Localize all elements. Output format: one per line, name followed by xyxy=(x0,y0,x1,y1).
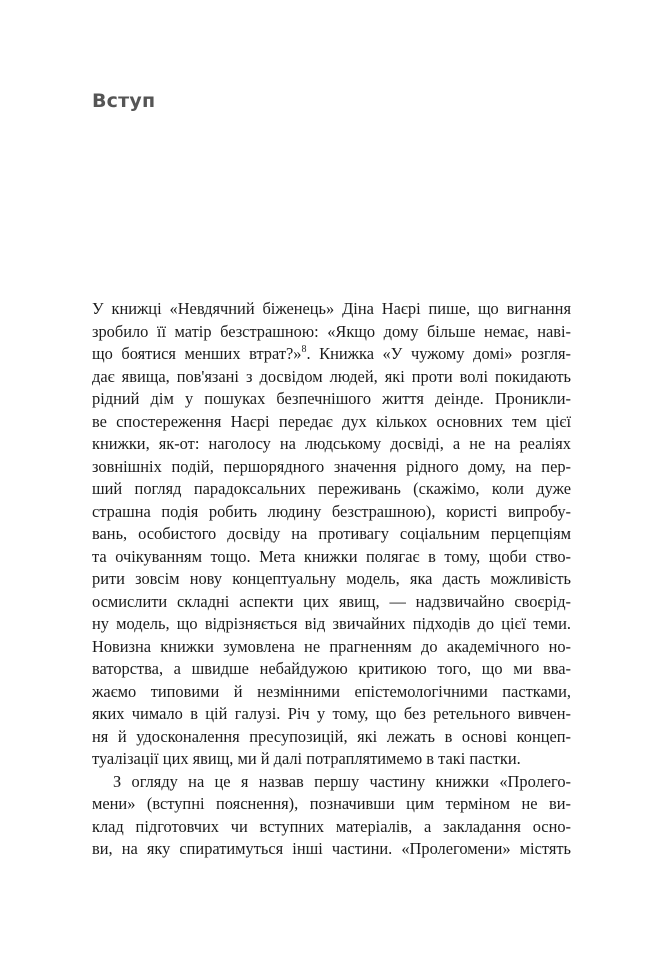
text-line: страшна подія робить людину безстрашною), користі випробу- xyxy=(92,501,571,521)
paragraph-1 xyxy=(92,298,571,771)
text-segment: що боятися менших втрат?» xyxy=(92,344,302,363)
text-line: жаємо типовими й незмінними епістемологічними пастками, xyxy=(92,681,571,701)
text-line: зовнішніх подій, першорядного значення рідного дому, на пер- xyxy=(92,456,571,476)
text-line: ший погляд парадоксальних переживань (скажімо, коли дуже xyxy=(92,479,571,498)
text-line-with-footnote xyxy=(92,343,571,366)
text-segment: . Книжка «У чужому домі» розгля- xyxy=(306,344,571,363)
text-line: мени» (вступні пояснення), позначивши цим терміном не ви- xyxy=(92,794,571,813)
text-line: ви, на яку спиратимуться інші частини. «Пролегомени» містять xyxy=(92,839,571,858)
text-line: яких чимало в цій галузі. Річ у тому, що без ретельного вивчен- xyxy=(92,704,571,723)
text-line: ня й удосконалення пресупозицій, які лежать в основі концеп- xyxy=(92,726,571,746)
text-line: осмислити складні аспекти цих явищ, — надзвичайно своєрід- xyxy=(92,591,571,611)
text-line: вань, особистого досвіду на противагу соціальним перцепціям xyxy=(92,524,571,543)
text-line: рити зовсім нову концептуальну модель, яка дасть можливість xyxy=(92,569,571,588)
chapter-title: Вступ xyxy=(92,90,156,112)
text-line: дає явища, пов'язані з досвідом людей, які проти волі покидають xyxy=(92,366,571,386)
footnote-reference: 8 xyxy=(301,344,307,355)
body-text xyxy=(92,298,571,861)
text-line: У книжці «Невдячний біженець» Діна Наєрі пише, що вигнання xyxy=(92,299,571,318)
text-line: З огляду на це я назвав першу частину книжки «Пролего- xyxy=(113,771,571,791)
text-line: туалізації цих явищ, ми й далі потраплятимемо в такі пастки. xyxy=(92,749,521,768)
paragraph-2 xyxy=(92,771,571,861)
text-line: ве спостереження Наєрі передає дух кількох основних тем цієї xyxy=(92,411,571,431)
text-line: рідний дім у пошуках безпечнішого життя деінде. Проникли- xyxy=(92,389,571,408)
text-line: Новизна книжки зумовлена не прагненням до академічного но- xyxy=(92,636,571,656)
text-line: клад підготовчих чи вступних матеріалів, а закладання осно- xyxy=(92,816,571,836)
text-line: книжки, як-от: наголосу на людському досвіді, а не на реаліях xyxy=(92,434,571,453)
text-line: зробило її матір безстрашною: «Якщо дому більше немає, наві- xyxy=(92,321,571,341)
text-line: ну модель, що відрізняється від звичайних підходів до цієї теми. xyxy=(92,614,571,633)
text-line: ваторства, а швидше небайдужою критикою того, що ми вва- xyxy=(92,659,571,678)
text-line: та очікуванням тощо. Мета книжки полягає в тому, щоби ство- xyxy=(92,546,571,566)
